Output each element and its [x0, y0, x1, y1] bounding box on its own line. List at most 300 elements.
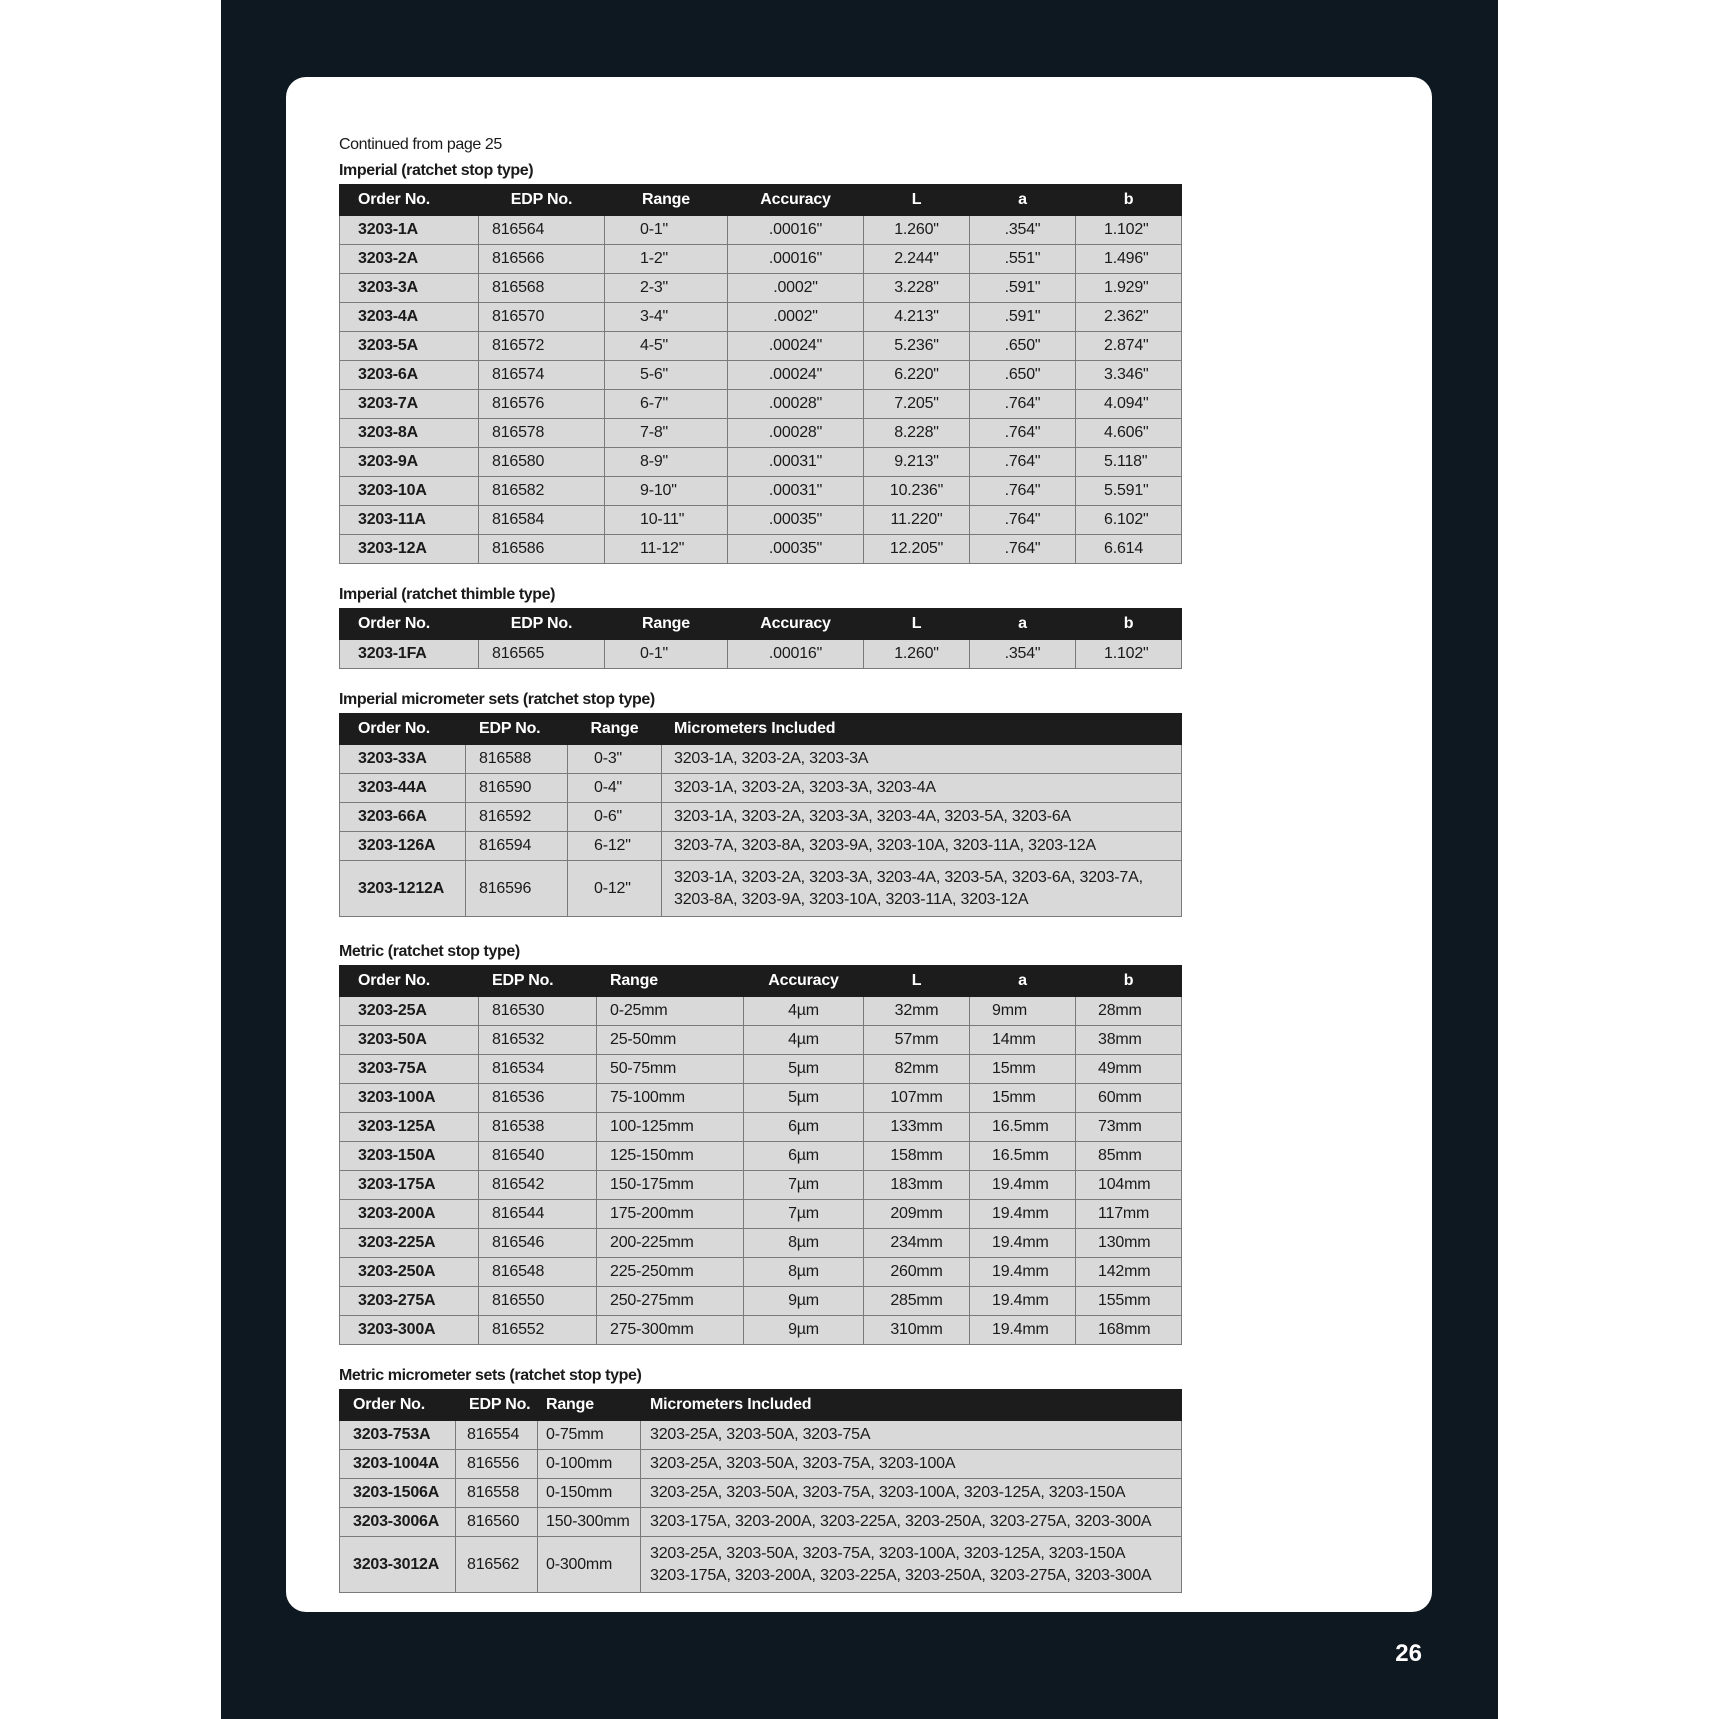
cell-b: 2.362": [1076, 303, 1182, 332]
col-header-order-no: Order No.: [340, 966, 479, 997]
cell-edp-no: 816544: [479, 1200, 597, 1229]
cell-accuracy: 4µm: [744, 997, 864, 1026]
cell-edp-no: 816572: [479, 332, 605, 361]
cell-b: 1.929": [1076, 274, 1182, 303]
cell-range: 150-300mm: [538, 1508, 641, 1537]
cell-l: 7.205": [864, 390, 970, 419]
cell-range: 9-10": [605, 477, 728, 506]
cell-l: 107mm: [864, 1084, 970, 1113]
cell-range: 3-4": [605, 303, 728, 332]
cell-b: 1.102": [1076, 640, 1182, 669]
cell-l: 11.220": [864, 506, 970, 535]
cell-b: 155mm: [1076, 1287, 1182, 1316]
col-header-a: a: [970, 609, 1076, 640]
cell-range: 4-5": [605, 332, 728, 361]
table-row: [340, 1537, 1182, 1593]
cell-b: 1.496": [1076, 245, 1182, 274]
cell-range: 75-100mm: [597, 1084, 744, 1113]
section-title-imperial-thimble: Imperial (ratchet thimble type): [339, 586, 556, 603]
cell-b: 5.591": [1076, 477, 1182, 506]
cell-l: 12.205": [864, 535, 970, 564]
cell-order-no: 3203-5A: [340, 332, 479, 361]
cell-l: 4.213": [864, 303, 970, 332]
cell-order-no: 3203-150A: [340, 1142, 479, 1171]
included-line: 3203-1A, 3203-2A, 3203-3A: [674, 750, 869, 767]
cell-accuracy: .0002": [728, 303, 864, 332]
included-line: 3203-7A, 3203-8A, 3203-9A, 3203-10A, 3203-11A, 3203-12A: [674, 837, 1096, 854]
cell-a: .591": [970, 303, 1076, 332]
cell-b: 130mm: [1076, 1229, 1182, 1258]
cell-b: 85mm: [1076, 1142, 1182, 1171]
included-line: 3203-1A, 3203-2A, 3203-3A, 3203-4A, 3203-5A, 3203-6A: [674, 808, 1072, 825]
section-title-metric-sets: Metric micrometer sets (ratchet stop type): [339, 1367, 642, 1384]
cell-l: 6.220": [864, 361, 970, 390]
cell-order-no: 3203-225A: [340, 1229, 479, 1258]
cell-a: .650": [970, 361, 1076, 390]
cell-range: 125-150mm: [597, 1142, 744, 1171]
cell-order-no: 3203-1A: [340, 216, 479, 245]
cell-a: 19.4mm: [970, 1200, 1076, 1229]
cell-edp-no: 816584: [479, 506, 605, 535]
cell-order-no: 3203-275A: [340, 1287, 479, 1316]
col-header-edp-no: EDP No.: [479, 966, 597, 997]
col-header-micrometers-included: Micrometers Included: [641, 1390, 1182, 1421]
cell-edp-no: 816594: [466, 832, 568, 861]
cell-order-no: 3203-2A: [340, 245, 479, 274]
col-header-b: b: [1076, 609, 1182, 640]
cell-a: .354": [970, 640, 1076, 669]
table-row: [340, 216, 1182, 245]
cell-a: 9mm: [970, 997, 1076, 1026]
cell-a: 19.4mm: [970, 1316, 1076, 1345]
cell-a: 19.4mm: [970, 1229, 1076, 1258]
cell-order-no: 3203-75A: [340, 1055, 479, 1084]
cell-accuracy: .00031": [728, 448, 864, 477]
cell-a: .764": [970, 448, 1076, 477]
cell-l: 1.260": [864, 640, 970, 669]
table-row: [340, 390, 1182, 419]
table-row: [340, 506, 1182, 535]
cell-b: 60mm: [1076, 1084, 1182, 1113]
cell-a: .764": [970, 506, 1076, 535]
cell-l: 158mm: [864, 1142, 970, 1171]
col-header-b: b: [1076, 966, 1182, 997]
col-header-range: Range: [597, 966, 744, 997]
table-metric-sets: [339, 1389, 1182, 1593]
cell-a: 19.4mm: [970, 1287, 1076, 1316]
table-row: [340, 1113, 1182, 1142]
cell-edp-no: 816588: [466, 745, 568, 774]
cell-l: 5.236": [864, 332, 970, 361]
cell-range: 0-1": [605, 640, 728, 669]
cell-b: 117mm: [1076, 1200, 1182, 1229]
cell-range: 1-2": [605, 245, 728, 274]
cell-b: 5.118": [1076, 448, 1182, 477]
cell-a: 19.4mm: [970, 1258, 1076, 1287]
cell-accuracy: 6µm: [744, 1142, 864, 1171]
included-line: 3203-8A, 3203-9A, 3203-10A, 3203-11A, 3203-12A: [674, 890, 1029, 908]
cell-range: 100-125mm: [597, 1113, 744, 1142]
table-row: [340, 1200, 1182, 1229]
cell-a: 15mm: [970, 1055, 1076, 1084]
cell-a: .650": [970, 332, 1076, 361]
col-header-range: Range: [605, 185, 728, 216]
table-header-row: [340, 609, 1182, 640]
cell-accuracy: 7µm: [744, 1200, 864, 1229]
cell-edp-no: 816565: [479, 640, 605, 669]
cell-order-no: 3203-66A: [340, 803, 466, 832]
cell-order-no: 3203-8A: [340, 419, 479, 448]
cell-range: 175-200mm: [597, 1200, 744, 1229]
cell-accuracy: .00024": [728, 332, 864, 361]
cell-range: 0-100mm: [538, 1450, 641, 1479]
cell-micrometers-included: [641, 1537, 1182, 1593]
table-header-row: [340, 1390, 1182, 1421]
included-line: 3203-175A, 3203-200A, 3203-225A, 3203-250A, 3203-275A, 3203-300A: [650, 1566, 1152, 1584]
cell-order-no: 3203-753A: [340, 1421, 456, 1450]
cell-edp-no: 816540: [479, 1142, 597, 1171]
cell-range: 11-12": [605, 535, 728, 564]
cell-l: 3.228": [864, 274, 970, 303]
table-row: [340, 1055, 1182, 1084]
cell-order-no: 3203-126A: [340, 832, 466, 861]
cell-order-no: 3203-9A: [340, 448, 479, 477]
cell-range: 5-6": [605, 361, 728, 390]
cell-range: 0-12": [568, 861, 662, 917]
cell-order-no: 3203-200A: [340, 1200, 479, 1229]
cell-micrometers-included: [662, 745, 1182, 774]
cell-edp-no: 816576: [479, 390, 605, 419]
cell-b: 104mm: [1076, 1171, 1182, 1200]
cell-range: 0-1": [605, 216, 728, 245]
cell-micrometers-included: [662, 861, 1182, 917]
cell-micrometers-included: [662, 774, 1182, 803]
cell-a: 14mm: [970, 1026, 1076, 1055]
cell-edp-no: 816556: [456, 1450, 538, 1479]
cell-b: 3.346": [1076, 361, 1182, 390]
continued-note: Continued from page 25: [339, 136, 502, 153]
cell-a: .591": [970, 274, 1076, 303]
table-row: [340, 535, 1182, 564]
cell-range: 10-11": [605, 506, 728, 535]
cell-l: 57mm: [864, 1026, 970, 1055]
cell-b: 4.606": [1076, 419, 1182, 448]
cell-edp-no: 816578: [479, 419, 605, 448]
cell-l: 310mm: [864, 1316, 970, 1345]
cell-range: 25-50mm: [597, 1026, 744, 1055]
cell-range: 250-275mm: [597, 1287, 744, 1316]
cell-accuracy: 9µm: [744, 1287, 864, 1316]
col-header-range: Range: [538, 1390, 641, 1421]
cell-accuracy: 4µm: [744, 1026, 864, 1055]
cell-edp-no: 816574: [479, 361, 605, 390]
cell-range: 0-4": [568, 774, 662, 803]
table-row: [340, 803, 1182, 832]
cell-order-no: 3203-25A: [340, 997, 479, 1026]
cell-order-no: 3203-1004A: [340, 1450, 456, 1479]
table-row: [340, 477, 1182, 506]
cell-accuracy: .00028": [728, 419, 864, 448]
cell-a: .551": [970, 245, 1076, 274]
cell-l: 82mm: [864, 1055, 970, 1084]
cell-range: 225-250mm: [597, 1258, 744, 1287]
col-header-l: L: [864, 609, 970, 640]
cell-a: 19.4mm: [970, 1171, 1076, 1200]
col-header-order-no: Order No.: [340, 714, 466, 745]
cell-a: .764": [970, 535, 1076, 564]
col-header-edp-no: EDP No.: [479, 185, 605, 216]
cell-a: .764": [970, 390, 1076, 419]
included-line: 3203-25A, 3203-50A, 3203-75A, 3203-100A: [650, 1455, 956, 1472]
col-header-accuracy: Accuracy: [744, 966, 864, 997]
cell-b: 38mm: [1076, 1026, 1182, 1055]
section-title-imperial-stop: Imperial (ratchet stop type): [339, 162, 534, 179]
col-header-micrometers-included: Micrometers Included: [662, 714, 1182, 745]
cell-l: 234mm: [864, 1229, 970, 1258]
cell-edp-no: 816586: [479, 535, 605, 564]
table-header-row: [340, 714, 1182, 745]
cell-accuracy: 5µm: [744, 1055, 864, 1084]
table-row: [340, 245, 1182, 274]
table-row: [340, 1142, 1182, 1171]
table-metric-stop: [339, 965, 1182, 1345]
cell-accuracy: .00031": [728, 477, 864, 506]
cell-a: .764": [970, 419, 1076, 448]
cell-l: 133mm: [864, 1113, 970, 1142]
cell-l: 9.213": [864, 448, 970, 477]
col-header-l: L: [864, 966, 970, 997]
cell-edp-no: 816580: [479, 448, 605, 477]
content-area: [339, 132, 1181, 1593]
table-row: [340, 832, 1182, 861]
cell-edp-no: 816564: [479, 216, 605, 245]
cell-range: 7-8": [605, 419, 728, 448]
table-imperial-stop: [339, 184, 1182, 564]
cell-l: 183mm: [864, 1171, 970, 1200]
cell-accuracy: .00035": [728, 506, 864, 535]
table-row: [340, 1479, 1182, 1508]
table-row: [340, 1508, 1182, 1537]
table-row: [340, 332, 1182, 361]
section-title-metric-stop: Metric (ratchet stop type): [339, 943, 520, 960]
cell-order-no: 3203-6A: [340, 361, 479, 390]
table-row: [340, 1421, 1182, 1450]
cell-accuracy: .00016": [728, 640, 864, 669]
cell-range: 2-3": [605, 274, 728, 303]
table-row: [340, 1171, 1182, 1200]
cell-l: 8.228": [864, 419, 970, 448]
cell-accuracy: 5µm: [744, 1084, 864, 1113]
cell-micrometers-included: [641, 1450, 1182, 1479]
cell-b: 49mm: [1076, 1055, 1182, 1084]
catalog-page: [221, 0, 1498, 1719]
cell-edp-no: 816554: [456, 1421, 538, 1450]
table-row: [340, 419, 1182, 448]
cell-order-no: 3203-50A: [340, 1026, 479, 1055]
cell-order-no: 3203-7A: [340, 390, 479, 419]
cell-edp-no: 816550: [479, 1287, 597, 1316]
cell-b: 1.102": [1076, 216, 1182, 245]
col-header-l: L: [864, 185, 970, 216]
cell-micrometers-included: [662, 832, 1182, 861]
cell-range: 0-3": [568, 745, 662, 774]
col-header-edp-no: EDP No.: [456, 1390, 538, 1421]
cell-a: 16.5mm: [970, 1113, 1076, 1142]
col-header-b: b: [1076, 185, 1182, 216]
cell-accuracy: 6µm: [744, 1113, 864, 1142]
cell-a: 15mm: [970, 1084, 1076, 1113]
table-row: [340, 774, 1182, 803]
table-imperial-sets: [339, 713, 1182, 917]
cell-range: 0-6": [568, 803, 662, 832]
included-line: 3203-25A, 3203-50A, 3203-75A, 3203-100A, 3203-125A, 3203-150A: [650, 1544, 1126, 1562]
cell-b: 73mm: [1076, 1113, 1182, 1142]
cell-edp-no: 816562: [456, 1537, 538, 1593]
cell-accuracy: .0002": [728, 274, 864, 303]
table-row: [340, 303, 1182, 332]
cell-range: 6-7": [605, 390, 728, 419]
cell-edp-no: 816590: [466, 774, 568, 803]
cell-a: 16.5mm: [970, 1142, 1076, 1171]
col-header-edp-no: EDP No.: [466, 714, 568, 745]
page-number: 26: [1395, 1640, 1422, 1667]
cell-b: 2.874": [1076, 332, 1182, 361]
cell-accuracy: 9µm: [744, 1316, 864, 1345]
col-header-order-no: Order No.: [340, 1390, 456, 1421]
included-line: 3203-1A, 3203-2A, 3203-3A, 3203-4A: [674, 779, 936, 796]
table-row: [340, 1026, 1182, 1055]
cell-edp-no: 816568: [479, 274, 605, 303]
content-panel: [286, 77, 1432, 1612]
cell-order-no: 3203-125A: [340, 1113, 479, 1142]
cell-edp-no: 816592: [466, 803, 568, 832]
cell-range: 275-300mm: [597, 1316, 744, 1345]
cell-order-no: 3203-300A: [340, 1316, 479, 1345]
col-header-accuracy: Accuracy: [728, 185, 864, 216]
cell-order-no: 3203-44A: [340, 774, 466, 803]
cell-edp-no: 816536: [479, 1084, 597, 1113]
cell-l: 285mm: [864, 1287, 970, 1316]
table-row: [340, 1258, 1182, 1287]
cell-order-no: 3203-12A: [340, 535, 479, 564]
table-row: [340, 861, 1182, 917]
col-header-edp-no: EDP No.: [479, 609, 605, 640]
cell-l: 32mm: [864, 997, 970, 1026]
section-title-imperial-sets: Imperial micrometer sets (ratchet stop type): [339, 691, 655, 708]
cell-range: 0-150mm: [538, 1479, 641, 1508]
cell-order-no: 3203-175A: [340, 1171, 479, 1200]
cell-range: 200-225mm: [597, 1229, 744, 1258]
cell-accuracy: .00016": [728, 216, 864, 245]
table-row: [340, 640, 1182, 669]
table-row: [340, 997, 1182, 1026]
table-row: [340, 274, 1182, 303]
cell-accuracy: 7µm: [744, 1171, 864, 1200]
cell-edp-no: 816560: [456, 1508, 538, 1537]
cell-edp-no: 816548: [479, 1258, 597, 1287]
cell-accuracy: .00016": [728, 245, 864, 274]
cell-order-no: 3203-11A: [340, 506, 479, 535]
table-row: [340, 745, 1182, 774]
included-line: 3203-25A, 3203-50A, 3203-75A, 3203-100A, 3203-125A, 3203-150A: [650, 1484, 1126, 1501]
col-header-order-no: Order No.: [340, 609, 479, 640]
cell-order-no: 3203-1506A: [340, 1479, 456, 1508]
included-line: 3203-25A, 3203-50A, 3203-75A: [650, 1426, 871, 1443]
col-header-a: a: [970, 185, 1076, 216]
table-row: [340, 361, 1182, 390]
cell-order-no: 3203-100A: [340, 1084, 479, 1113]
col-header-a: a: [970, 966, 1076, 997]
cell-a: .764": [970, 477, 1076, 506]
cell-range: 0-300mm: [538, 1537, 641, 1593]
cell-l: 209mm: [864, 1200, 970, 1229]
cell-b: 142mm: [1076, 1258, 1182, 1287]
cell-b: 28mm: [1076, 997, 1182, 1026]
cell-micrometers-included: [641, 1508, 1182, 1537]
cell-accuracy: .00035": [728, 535, 864, 564]
col-header-range: Range: [568, 714, 662, 745]
table-row: [340, 1450, 1182, 1479]
cell-range: 150-175mm: [597, 1171, 744, 1200]
cell-range: 6-12": [568, 832, 662, 861]
cell-range: 0-75mm: [538, 1421, 641, 1450]
cell-accuracy: .00024": [728, 361, 864, 390]
cell-accuracy: 8µm: [744, 1229, 864, 1258]
table-row: [340, 1084, 1182, 1113]
table-row: [340, 1287, 1182, 1316]
cell-edp-no: 816534: [479, 1055, 597, 1084]
cell-l: 10.236": [864, 477, 970, 506]
cell-edp-no: 816546: [479, 1229, 597, 1258]
cell-l: 1.260": [864, 216, 970, 245]
cell-edp-no: 816582: [479, 477, 605, 506]
cell-edp-no: 816542: [479, 1171, 597, 1200]
cell-b: 6.102": [1076, 506, 1182, 535]
cell-a: .354": [970, 216, 1076, 245]
cell-accuracy: 8µm: [744, 1258, 864, 1287]
cell-order-no: 3203-3012A: [340, 1537, 456, 1593]
col-header-accuracy: Accuracy: [728, 609, 864, 640]
cell-micrometers-included: [641, 1479, 1182, 1508]
cell-edp-no: 816596: [466, 861, 568, 917]
table-row: [340, 1316, 1182, 1345]
included-line: 3203-175A, 3203-200A, 3203-225A, 3203-250A, 3203-275A, 3203-300A: [650, 1513, 1152, 1530]
cell-order-no: 3203-33A: [340, 745, 466, 774]
table-row: [340, 448, 1182, 477]
cell-edp-no: 816532: [479, 1026, 597, 1055]
cell-edp-no: 816566: [479, 245, 605, 274]
cell-range: 0-25mm: [597, 997, 744, 1026]
cell-l: 260mm: [864, 1258, 970, 1287]
col-header-order-no: Order No.: [340, 185, 479, 216]
cell-order-no: 3203-250A: [340, 1258, 479, 1287]
cell-order-no: 3203-1212A: [340, 861, 466, 917]
cell-order-no: 3203-10A: [340, 477, 479, 506]
cell-b: 4.094": [1076, 390, 1182, 419]
cell-b: 6.614: [1076, 535, 1182, 564]
cell-edp-no: 816570: [479, 303, 605, 332]
cell-order-no: 3203-3A: [340, 274, 479, 303]
cell-order-no: 3203-1FA: [340, 640, 479, 669]
cell-edp-no: 816530: [479, 997, 597, 1026]
cell-l: 2.244": [864, 245, 970, 274]
table-imperial-thimble: [339, 608, 1182, 669]
cell-accuracy: .00028": [728, 390, 864, 419]
cell-order-no: 3203-4A: [340, 303, 479, 332]
cell-micrometers-included: [641, 1421, 1182, 1450]
table-row: [340, 1229, 1182, 1258]
table-header-row: [340, 185, 1182, 216]
